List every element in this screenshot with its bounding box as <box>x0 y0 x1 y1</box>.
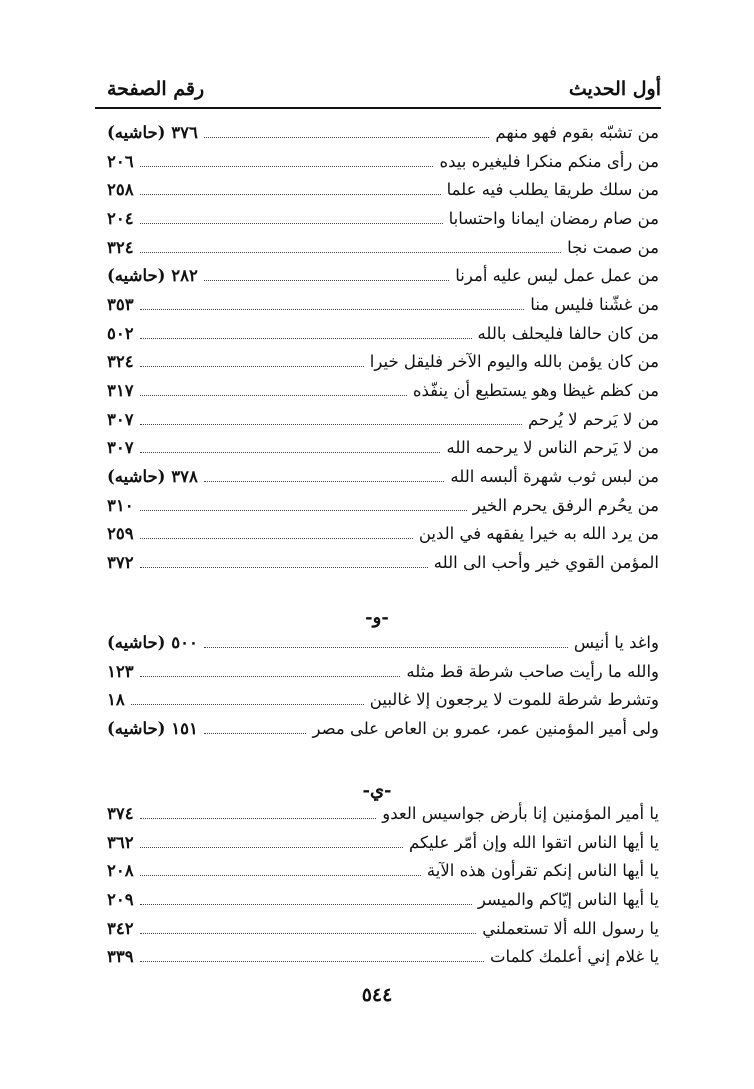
hadith-page: ١٥١ (حاشيه) <box>107 718 198 738</box>
index-entry <box>107 290 659 319</box>
dot-leader <box>140 424 522 425</box>
hadith-page: ٣٧٤ <box>107 803 134 823</box>
hadith-text: من تشبّه بقوم فهو منهم <box>495 122 659 142</box>
hadith-page: ٣١٧ <box>107 381 134 401</box>
hadith-text: من سلك طريقا يطلب فيه علما <box>446 180 659 200</box>
dot-leader <box>140 338 472 339</box>
dot-leader <box>140 818 377 819</box>
dot-leader <box>204 280 449 281</box>
hadith-text: من يرد الله به خيرا يفقهه في الدين <box>418 524 659 544</box>
index-entry <box>107 434 659 463</box>
index-entry <box>107 942 659 971</box>
hadith-text: وتشرط شرطة للموت لا يرجعون إلا غالبين <box>369 690 659 710</box>
hadith-page: ٥٠٢ <box>107 323 134 343</box>
index-entry <box>107 348 659 377</box>
index-entry <box>107 233 659 262</box>
index-entry <box>107 319 659 348</box>
index-entry <box>107 628 659 657</box>
dot-leader <box>140 166 434 167</box>
hadith-text: يا أمير المؤمنين إنا بأرض جواسيس العدو <box>382 803 659 823</box>
dot-leader <box>140 847 403 848</box>
section-ya <box>107 799 659 971</box>
section-heading-ya: -ي- <box>362 780 392 801</box>
index-entry <box>107 885 659 914</box>
index-entry <box>107 799 659 828</box>
hadith-page: ٢٨٢ (حاشيه) <box>107 266 198 286</box>
dot-leader <box>204 481 445 482</box>
hadith-page: ٣٢٤ <box>107 352 134 372</box>
page-number: ٥٤٤ <box>361 984 393 1006</box>
dot-leader <box>140 875 421 876</box>
hadith-text: من لا يَرحم لا يُرحم <box>528 409 659 429</box>
index-entry <box>107 828 659 857</box>
hadith-text: والله ما رأيت صاحب شرطة قط مثله <box>406 661 659 681</box>
hadith-text: من لبس ثوب شهرة ألبسه الله <box>450 467 659 487</box>
section-meem <box>107 118 659 577</box>
dot-leader <box>140 223 443 224</box>
hadith-page: ٣٦٢ <box>107 832 134 852</box>
hadith-text: من كان يؤمن بالله واليوم الآخر فليقل خيرا <box>369 352 659 372</box>
dot-leader <box>204 733 307 734</box>
hadith-page: ٣٧٢ <box>107 553 134 573</box>
dot-leader <box>204 137 490 138</box>
dot-leader <box>140 395 407 396</box>
hadith-text: المؤمن القوي خير وأحب الى الله <box>433 553 659 573</box>
dot-leader <box>140 252 561 253</box>
hadith-page: ١٨ <box>107 690 125 710</box>
dot-leader <box>140 933 477 934</box>
hadith-page: ٣٧٨ (حاشيه) <box>107 467 198 487</box>
index-entry <box>107 491 659 520</box>
hadith-page: ٣٤٢ <box>107 918 134 938</box>
hadith-page: ٢٥٩ <box>107 524 134 544</box>
hadith-page: ٣١٠ <box>107 495 134 515</box>
dot-leader <box>140 567 428 568</box>
index-entry <box>107 261 659 290</box>
header-divider <box>95 107 661 109</box>
index-entry <box>107 657 659 686</box>
hadith-text: يا غلام إني أعلمك كلمات <box>490 947 659 967</box>
index-entry <box>107 175 659 204</box>
dot-leader <box>140 904 472 905</box>
hadith-text: ولى أمير المؤمنين عمر، عمرو بن العاص على مصر <box>312 718 659 738</box>
index-entry <box>107 376 659 405</box>
hadith-text: من صمت نجا <box>567 237 659 257</box>
section-waw <box>107 628 659 743</box>
index-entry <box>107 685 659 714</box>
index-entry <box>107 118 659 147</box>
hadith-page: ٢٠٤ <box>107 208 134 228</box>
hadith-page: ١٢٣ <box>107 661 134 681</box>
hadith-page: ٣٧٦ (حاشيه) <box>107 122 198 142</box>
hadith-page: ٢٠٩ <box>107 889 134 909</box>
hadith-page: ٢٠٨ <box>107 861 134 881</box>
hadith-page: ٥٠٠ (حاشيه) <box>107 632 198 652</box>
hadith-text: من عمل عمل ليس عليه أمرنا <box>455 266 659 286</box>
index-entry <box>107 204 659 233</box>
hadith-page: ٣٢٤ <box>107 237 134 257</box>
hadith-page: ٢٠٦ <box>107 151 134 171</box>
dot-leader <box>140 510 467 511</box>
hadith-page: ٣٠٧ <box>107 438 134 458</box>
section-heading-waw: -و- <box>365 607 389 628</box>
hadith-text: من رأى منكم منكرا فليغيره بيده <box>439 151 659 171</box>
hadith-page: ٣٠٧ <box>107 409 134 429</box>
index-entry <box>107 548 659 577</box>
index-entry <box>107 405 659 434</box>
dot-leader <box>140 309 525 310</box>
hadith-text: من غشّنا فليس منا <box>530 294 659 314</box>
index-entry <box>107 914 659 943</box>
dot-leader <box>140 366 364 367</box>
hadith-text: يا أيها الناس إيّاكم والميسر <box>477 889 659 909</box>
hadith-text: يا أيها الناس إنكم تقرأون هذه الآية <box>426 861 659 881</box>
index-entry <box>107 714 659 743</box>
hadith-text: من كظم غيظا وهو يستطيع أن ينفّذه <box>412 381 659 401</box>
hadith-text: يا أيها الناس اتقوا الله وإن أمّر عليكم <box>408 832 659 852</box>
hadith-page: ٣٣٩ <box>107 947 134 967</box>
header-first-words-label: أول الحديث <box>568 78 661 100</box>
dot-leader <box>140 538 413 539</box>
dot-leader <box>140 452 441 453</box>
hadith-text: من صام رمضان ايمانا واحتسابا <box>448 208 659 228</box>
hadith-text: من يحُرم الرفق يحرم الخير <box>472 495 659 515</box>
hadith-text: يا رسول الله ألا تستعملني <box>482 918 659 938</box>
hadith-text: من كان حالفا فليحلف بالله <box>477 323 659 343</box>
hadith-text: واغد يا أنيس <box>573 632 659 652</box>
dot-leader <box>140 194 441 195</box>
index-entry <box>107 520 659 549</box>
hadith-text: من لا يَرحم الناس لا يرحمه الله <box>446 438 659 458</box>
index-entry <box>107 147 659 176</box>
dot-leader <box>140 676 401 677</box>
dot-leader <box>140 961 484 962</box>
index-entry <box>107 462 659 491</box>
index-entry <box>107 856 659 885</box>
header-page-number-label: رقم الصفحة <box>107 78 205 100</box>
dot-leader <box>131 704 364 705</box>
hadith-page: ٢٥٨ <box>107 180 134 200</box>
dot-leader <box>204 647 568 648</box>
page-header <box>107 72 661 106</box>
hadith-page: ٣٥٣ <box>107 294 134 314</box>
